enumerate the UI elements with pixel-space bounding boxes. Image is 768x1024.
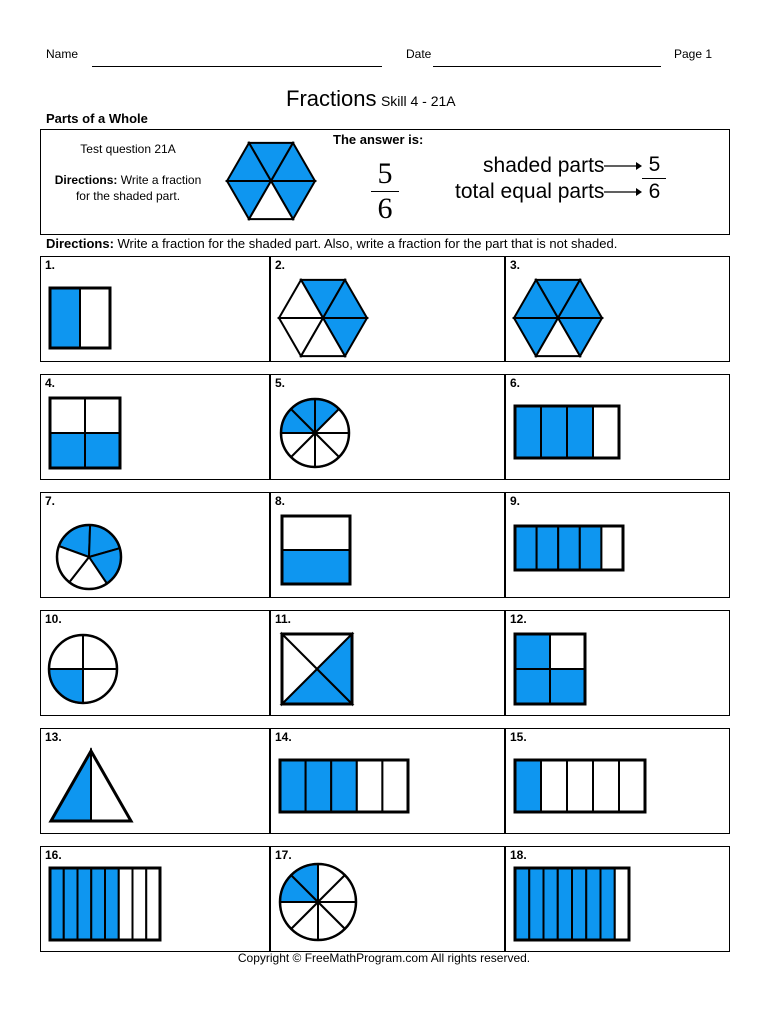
problem-4-figure: [47, 395, 123, 473]
answer-numerator: 5: [377, 157, 393, 190]
example-directions-label: Directions:: [54, 173, 118, 187]
directions-label: Directions:: [46, 236, 114, 251]
problem-5: [270, 374, 505, 480]
example-directions-text: Write a fraction for the shaded part.: [75, 173, 202, 203]
total-parts-label: total equal parts: [455, 180, 605, 203]
arrow-right-icon: [604, 187, 642, 197]
problem-16-part-1: [50, 868, 64, 940]
problem-4-part-3: [50, 433, 85, 468]
problem-8-part-1: [282, 516, 350, 550]
problem-12-part-4: [550, 669, 585, 704]
problem-16-part-5: [105, 868, 119, 940]
title-main: Fractions: [286, 86, 377, 111]
name-label: Name: [46, 47, 79, 61]
problem-18-part-4: [558, 868, 572, 940]
problem-number: 17.: [275, 848, 292, 862]
example-directions: [53, 172, 203, 204]
problem-14-part-5: [382, 760, 408, 812]
problem-4-part-4: [85, 433, 120, 468]
problem-6: [505, 374, 730, 480]
problem-16-part-6: [119, 868, 133, 940]
problem-6-part-4: [593, 406, 619, 458]
problem-16-part-4: [91, 868, 105, 940]
problem-18-part-8: [615, 868, 629, 940]
problem-16-part-2: [64, 868, 78, 940]
problem-13: [40, 728, 270, 834]
example-box: [40, 129, 730, 235]
problem-18-part-5: [572, 868, 586, 940]
problem-1-figure: [47, 285, 113, 351]
directions-text: Write a fraction for the shaded part. Also, write a fraction for the part that is not shaded.: [113, 236, 618, 251]
problem-4-part-2: [85, 398, 120, 433]
problem-14-part-4: [357, 760, 383, 812]
problem-15-figure: [512, 757, 648, 817]
problem-9-part-4: [580, 526, 602, 570]
problem-18-part-1: [515, 868, 529, 940]
problem-7-figure: [53, 521, 127, 595]
problem-6-part-2: [541, 406, 567, 458]
problem-8-figure: [279, 513, 355, 589]
problem-15-part-4: [593, 760, 619, 812]
problem-number: 16.: [45, 848, 62, 862]
problem-9-part-5: [601, 526, 623, 570]
problem-16-figure: [47, 865, 165, 945]
problem-7: [40, 492, 270, 598]
problem-11-figure: [279, 631, 355, 707]
problem-15-part-3: [567, 760, 593, 812]
problem-2: [270, 256, 505, 362]
problem-number: 10.: [45, 612, 62, 626]
problem-number: 15.: [510, 730, 527, 744]
problem-number: 18.: [510, 848, 527, 862]
page-title: [286, 86, 456, 112]
problem-number: 2.: [275, 258, 286, 272]
problem-14-part-2: [306, 760, 332, 812]
problem-10-figure: [45, 631, 123, 709]
problem-12-part-3: [515, 669, 550, 704]
example-hexagon: [223, 138, 319, 224]
problem-17-figure: [277, 861, 361, 945]
problem-number: 9.: [510, 494, 521, 508]
problem-18-part-7: [601, 868, 615, 940]
problem-8: [270, 492, 505, 598]
problem-1-part-1: [50, 288, 80, 348]
date-field[interactable]: [433, 66, 661, 67]
problem-3-figure: [510, 275, 606, 361]
footer-copyright: Copyright © FreeMathProgram.com All rights reserved.: [237, 951, 531, 965]
problem-15-part-1: [515, 760, 541, 812]
problem-18-part-3: [544, 868, 558, 940]
name-field[interactable]: [92, 66, 382, 67]
problem-15: [505, 728, 730, 834]
answer-label: The answer is:: [333, 132, 424, 147]
problem-10: [40, 610, 270, 716]
problem-14: [270, 728, 505, 834]
problem-3: [505, 256, 730, 362]
problem-14-part-3: [331, 760, 357, 812]
problem-18-part-2: [529, 868, 543, 940]
shaded-parts-label: shaded parts: [483, 153, 605, 177]
problem-number: 3.: [510, 258, 521, 272]
problem-number: 5.: [275, 376, 286, 390]
problem-1-part-2: [80, 288, 110, 348]
test-question-label: Test question 21A: [80, 142, 176, 156]
problem-number: 6.: [510, 376, 521, 390]
problem-8-part-2: [282, 550, 350, 584]
directions: [46, 236, 617, 251]
section-title: Parts of a Whole: [46, 111, 148, 126]
problem-14-figure: [277, 757, 413, 817]
shaded-parts-value: 5: [642, 152, 666, 179]
answer-denominator: 6: [377, 192, 393, 225]
problem-12-part-1: [515, 634, 550, 669]
problem-number: 7.: [45, 494, 56, 508]
problem-4: [40, 374, 270, 480]
title-skill: Skill 4 - 21A: [380, 93, 456, 109]
arrow-right-icon: [604, 161, 642, 171]
fraction-explanation: [455, 152, 666, 205]
problem-6-figure: [512, 403, 624, 463]
problem-6-part-3: [567, 406, 593, 458]
problem-9-part-1: [515, 526, 537, 570]
problem-number: 8.: [275, 494, 286, 508]
problem-9-part-3: [558, 526, 580, 570]
problem-number: 12.: [510, 612, 527, 626]
problem-9-part-2: [537, 526, 559, 570]
problem-13-figure: [47, 747, 137, 827]
problem-number: 14.: [275, 730, 292, 744]
total-parts-value: 6: [648, 180, 661, 203]
problem-18-part-6: [586, 868, 600, 940]
problem-1: [40, 256, 270, 362]
problem-number: 4.: [45, 376, 56, 390]
problem-5-figure: [277, 395, 353, 473]
problem-number: 1.: [45, 258, 56, 272]
date-label: Date: [406, 47, 432, 61]
problem-16: [40, 846, 270, 952]
problem-15-part-5: [619, 760, 645, 812]
problem-16-part-8: [146, 868, 160, 940]
problem-9-figure: [512, 523, 628, 575]
problem-12: [505, 610, 730, 716]
problem-14-part-1: [280, 760, 306, 812]
problem-18: [505, 846, 730, 952]
problem-number: 11.: [275, 612, 292, 626]
page-number: Page 1: [674, 47, 713, 61]
problem-16-part-7: [133, 868, 147, 940]
problem-12-part-2: [550, 634, 585, 669]
answer-fraction: [367, 158, 403, 225]
problem-17: [270, 846, 505, 952]
problem-number: 13.: [45, 730, 62, 744]
problem-15-part-2: [541, 760, 567, 812]
problem-11: [270, 610, 505, 716]
problem-6-part-1: [515, 406, 541, 458]
problem-18-figure: [512, 865, 634, 945]
problem-2-figure: [275, 275, 371, 361]
problem-12-figure: [512, 631, 588, 707]
problem-16-part-3: [78, 868, 92, 940]
problem-4-part-1: [50, 398, 85, 433]
problem-9: [505, 492, 730, 598]
